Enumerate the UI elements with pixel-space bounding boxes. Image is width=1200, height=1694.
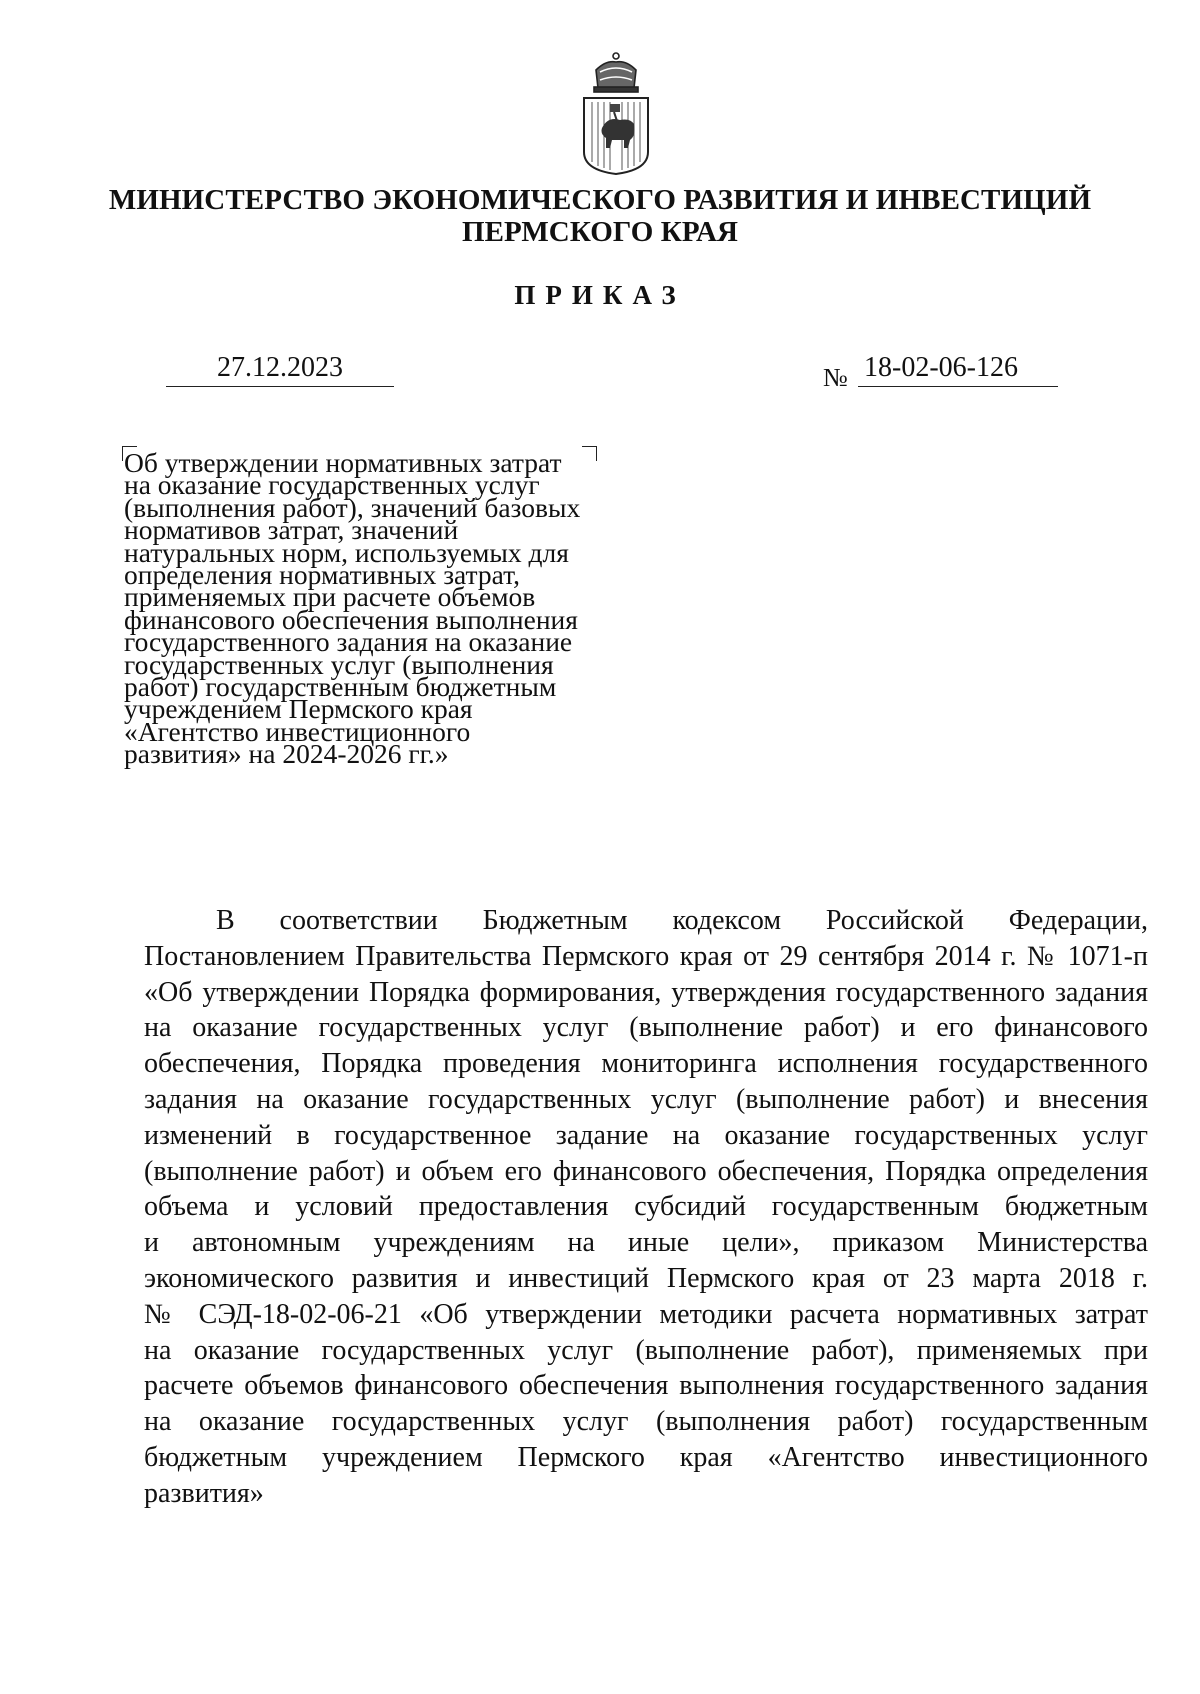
ministry-line-1: МИНИСТЕРСТВО ЭКОНОМИЧЕСКОГО РАЗВИТИЯ И ИНВЕСТИЦИЙ (108, 184, 1092, 216)
body-line: развития» (144, 1477, 264, 1509)
body-line: «Об утверждении Порядка формирования, утверждения государственного задания (144, 976, 1148, 1008)
subject-line: развития» на 2024-2026 гг.» (124, 738, 449, 770)
subject-line: государственного задания на оказание (124, 626, 573, 658)
subject-line: натуральных норм, используемых для (124, 536, 569, 568)
subject-line: (выполнения работ), значений базовых (124, 491, 581, 523)
subject-line: применяемых при расчете объемов (124, 581, 536, 613)
body-line: бюджетным учреждением Пермского края «Агентство инвестиционного (144, 1441, 1148, 1473)
number-sign: № (823, 363, 848, 392)
document-type: ПРИКАЗ (514, 280, 686, 310)
order-date: 27.12.2023 (166, 350, 394, 387)
ministry-name (100, 184, 1100, 248)
subject-line: «Агентство инвестиционного (124, 715, 471, 747)
order-preamble (144, 903, 1148, 1512)
body-line: В соответствии Бюджетным кодексом Российской Федерации, (216, 905, 1148, 936)
body-line: изменений в государственное задание на оказание государственных услуг (144, 1119, 1148, 1151)
body-line: и автономным учреждениям на иные цели», приказом Министерства (144, 1227, 1148, 1259)
order-number: 18-02-06-126 (858, 350, 1058, 387)
body-line: на оказание государственных услуг (выполнение работ) и его финансового (144, 1012, 1148, 1044)
subject-line: нормативов затрат, значений (124, 514, 459, 546)
perm-krai-coat-of-arms-icon (580, 44, 652, 176)
subject-line: Об утверждении нормативных затрат (124, 447, 562, 478)
body-line: объема и условий предоставления субсидий государственным бюджетным (144, 1191, 1148, 1223)
body-line: экономического развития и инвестиций Пермского края от 23 марта 2018 г. (144, 1262, 1148, 1294)
body-line: расчете объемов финансового обеспечения выполнения государственного задания (144, 1370, 1148, 1402)
body-line: на оказание государственных услуг (выполнение работ), применяемых при (144, 1334, 1148, 1366)
body-line: (выполнение работ) и объем его финансового обеспечения, Порядка определения (144, 1155, 1148, 1187)
subject-line: учреждением Пермского края (124, 693, 473, 725)
order-subject (124, 447, 604, 770)
body-line: № СЭД-18-02-06-21 «Об утверждении методики расчета нормативных затрат (144, 1298, 1148, 1330)
subject-line: работ) государственным бюджетным (124, 671, 557, 703)
subject-line: финансового обеспечения выполнения (124, 603, 578, 635)
subject-line: государственных услуг (выполнения (124, 648, 554, 680)
body-line: задания на оказание государственных услуг (выполнение работ) и внесения (144, 1083, 1148, 1115)
subject-line: определения нормативных затрат, (124, 559, 520, 591)
ministry-line-2: ПЕРМСКОГО КРАЯ (461, 216, 739, 248)
subject-line: на оказание государственных услуг (124, 469, 540, 501)
body-line: Постановлением Правительства Пермского края от 29 сентября 2014 г. № 1071-п (144, 940, 1148, 972)
body-line: на оказание государственных услуг (выполнения работ) государственным (144, 1406, 1148, 1438)
body-line: обеспечения, Порядка проведения мониторинга исполнения государственного (144, 1048, 1148, 1080)
